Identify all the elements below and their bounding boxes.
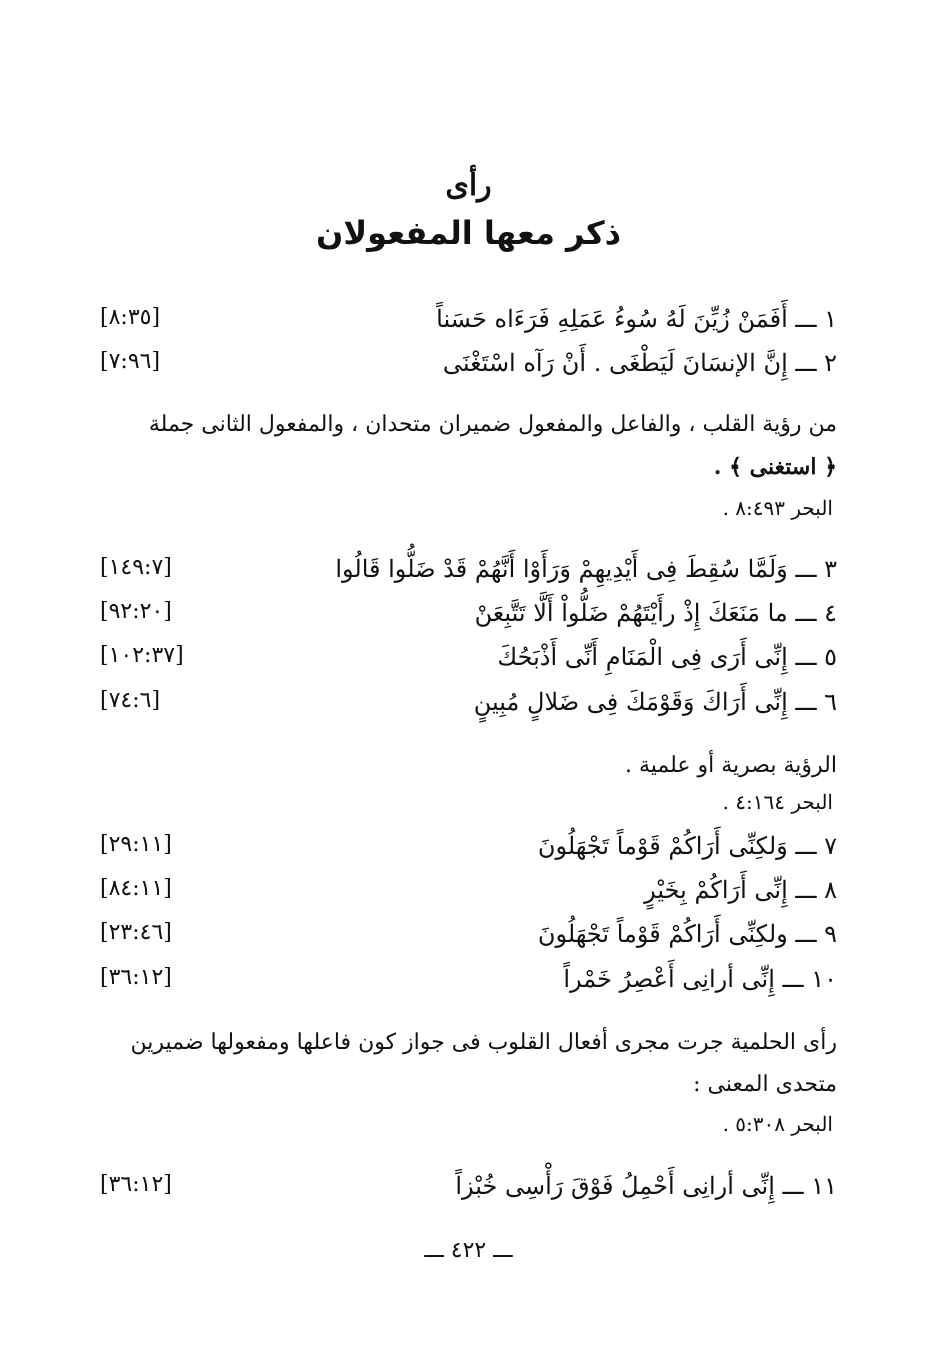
commentary-line: الرؤية بصرية أو علمية .: [624, 753, 837, 778]
verse-row: [100, 876, 837, 916]
verse-row: [100, 688, 837, 728]
verse-reference: [٨٤:١١]: [100, 876, 172, 901]
verse-text: ١١ ـــ إِنِّى أرانِى أَحْمِلُ فَوْقَ رَأْسِى خُبْزاً: [455, 1172, 837, 1200]
commentary-paragraph: [100, 745, 837, 787]
commentary-paragraph: [100, 404, 837, 488]
verse-row: [100, 643, 837, 683]
verse-row: [100, 965, 837, 1005]
verse-reference: [٣٦:١٢]: [100, 965, 172, 990]
verse-row: [100, 1172, 837, 1212]
commentary-paragraph: [100, 1022, 837, 1106]
heading-subtitle: ذكر معها المفعولان: [316, 214, 621, 252]
source-citation: البحر ٥:٣٠٨ .: [722, 1112, 833, 1136]
verse-text: ٣ ـــ وَلَمَّا سُقِطَ فِى أَيْدِيهِمْ وَرَأَوْا أَنَّهُمْ قَدْ ضَلُّوا قَالُوا: [335, 555, 837, 583]
page-number: ـــ ٤٢٢ ـــ: [424, 1238, 513, 1263]
commentary-line: ﴿ استغنى ﴾ .: [713, 454, 837, 480]
verse-reference: [٧٤:٦]: [100, 688, 161, 713]
commentary-line: رأى الحلمية جرت مجرى أفعال القلوب فى جواز كون فاعلها ومفعولها ضميرين: [130, 1030, 837, 1055]
verse-text: ٥ ـــ إِنِّى أَرَى فِى الْمَنَامِ أَنِّى أَذْبَحُكَ: [497, 643, 837, 671]
verse-text: ٦ ـــ إِنِّى أَرَاكَ وَقَوْمَكَ فِى ضَلالٍ مُبِينٍ: [473, 688, 837, 716]
verse-text: ٩ ـــ ولكِنِّى أَرَاكُمْ قَوْماً تَجْهَلُونَ: [537, 920, 837, 948]
verse-row: [100, 599, 837, 639]
verse-row: [100, 555, 837, 595]
verse-row: [100, 920, 837, 960]
verse-reference: [٣٦:١٢]: [100, 1172, 172, 1197]
heading-root-word: رأى: [445, 168, 492, 203]
commentary-line: متحدى المعنى :: [693, 1072, 837, 1097]
verse-text: ٢ ـــ إِنَّ الإنسَانَ لَيَطْغَى . أَنْ رَآه اسْتَغْنَى: [442, 349, 837, 377]
verse-row: [100, 832, 837, 872]
verse-reference: [٧:٩٦]: [100, 349, 161, 374]
verse-reference: [١٤٩:٧]: [100, 555, 172, 580]
verse-reference: [٩٢:٢٠]: [100, 599, 172, 624]
verse-reference: [٨:٣٥]: [100, 305, 161, 330]
verse-row: [100, 349, 837, 389]
verse-reference: [٢٩:١١]: [100, 832, 172, 857]
verse-text: ٧ ـــ وَلكِنِّى أَرَاكُمْ قَوْماً تَجْهَلُونَ: [537, 832, 837, 860]
verse-text: ١٠ ـــ إِنِّى أرانِى أَعْصِرُ خَمْراً: [563, 965, 837, 993]
source-citation: البحر ٤:١٦٤ .: [722, 790, 833, 814]
verse-text: ١ ـــ أَفَمَنْ زُيِّنَ لَهُ سُوءُ عَمَلِهِ فَرَءَاه حَسَناً: [436, 305, 837, 333]
commentary-line: من رؤية القلب ، والفاعل والمفعول ضميران متحدان ، والمفعول الثانى جملة: [148, 412, 837, 437]
verse-text: ٨ ـــ إِنِّى أَرَاكُمْ بِخَيْرٍ: [644, 876, 837, 904]
verse-row: [100, 305, 837, 345]
source-citation: البحر ٨:٤٩٣ .: [722, 496, 833, 520]
verse-reference: [١٠٢:٣٧]: [100, 643, 184, 668]
verse-reference: [٢٣:٤٦]: [100, 920, 172, 945]
verse-text: ٤ ـــ ما مَنَعَكَ إِذْ رأَيْتَهُمْ ضَلُّواْ أَلَّا تَتَّبِعَنْ: [474, 599, 837, 627]
